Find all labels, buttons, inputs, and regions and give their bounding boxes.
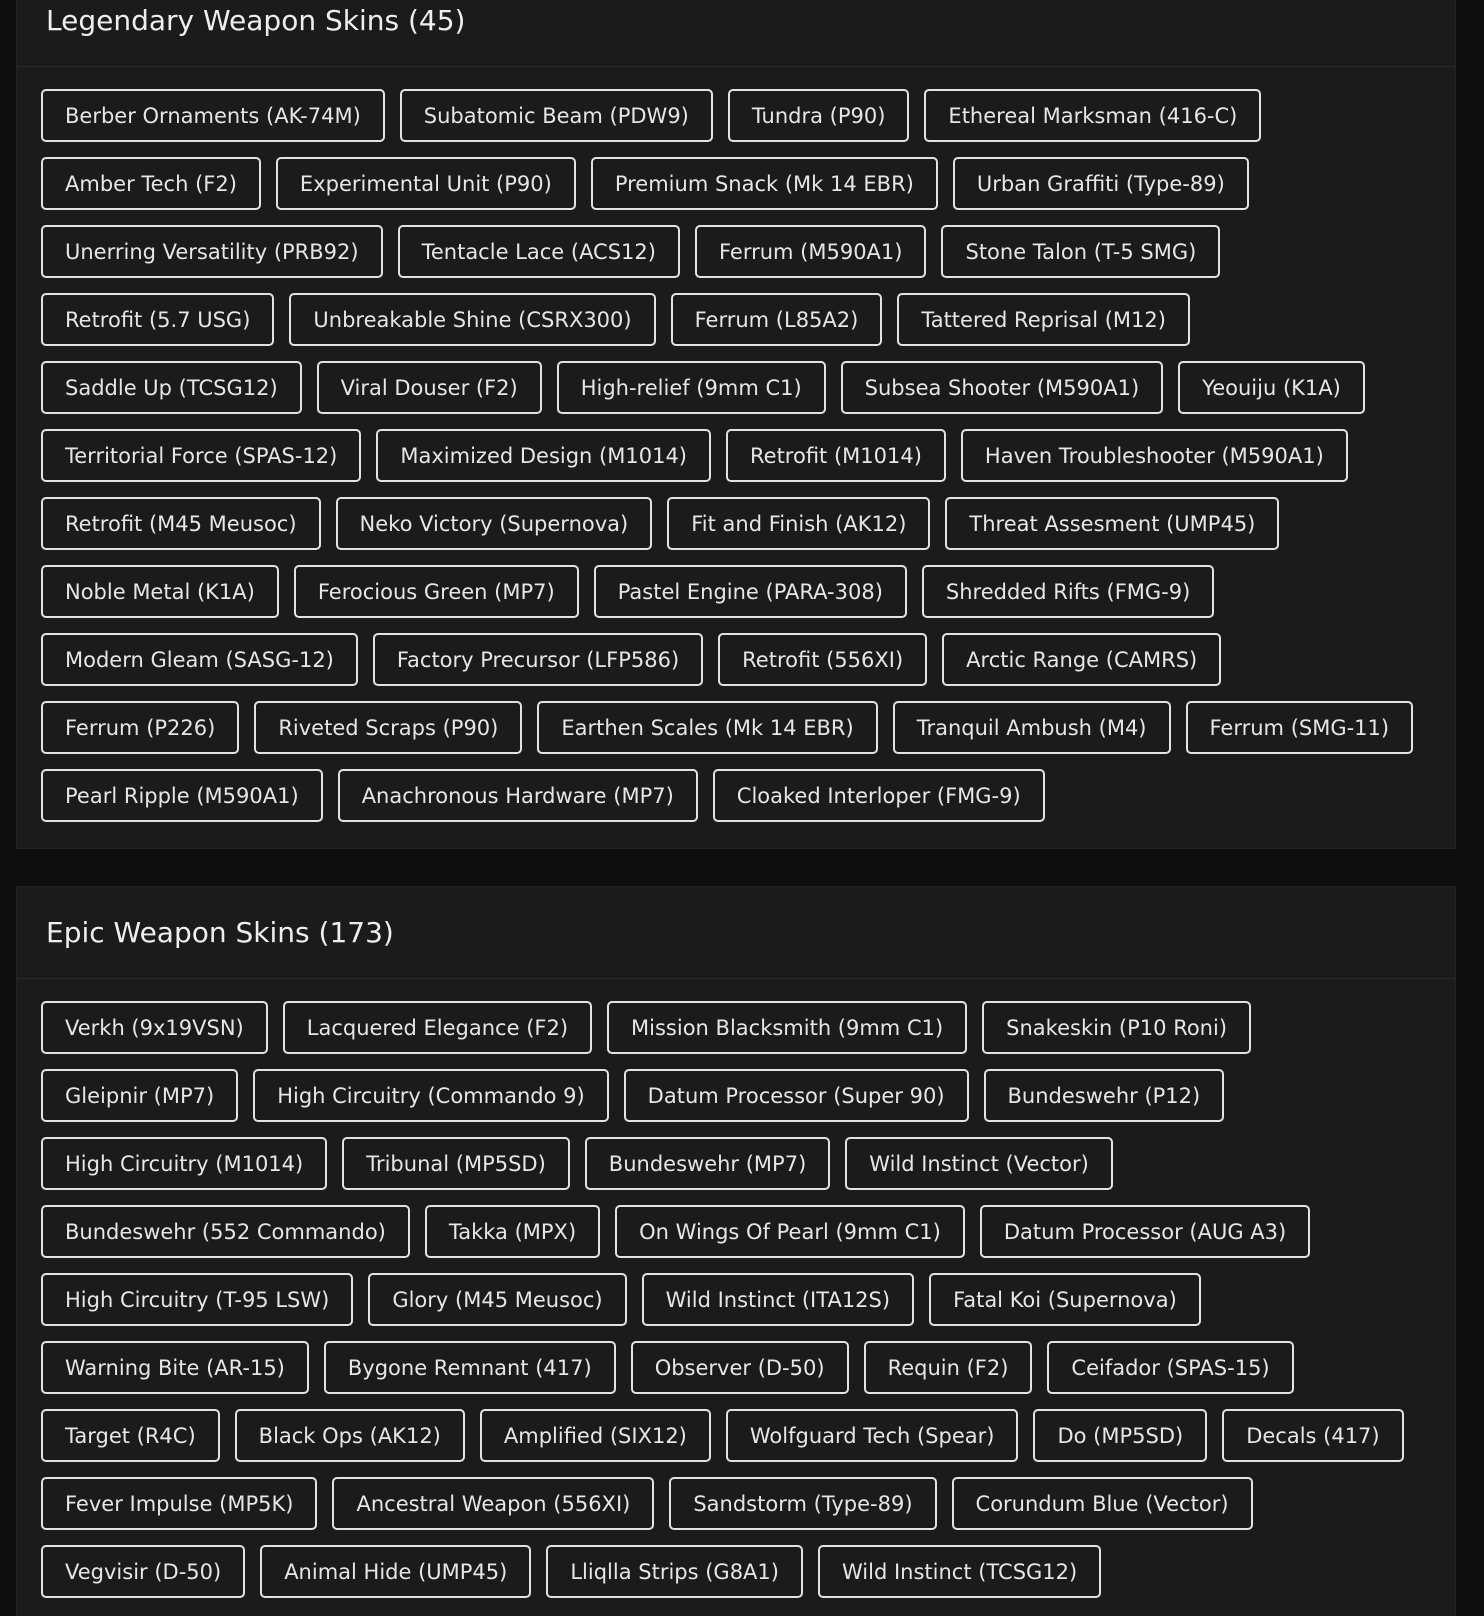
skin-chip[interactable]: Amber Tech (F2) xyxy=(41,157,261,210)
skin-chip[interactable]: Pearl Ripple (M590A1) xyxy=(41,769,323,822)
skin-chip[interactable]: High Circuitry (T-95 LSW) xyxy=(41,1273,353,1326)
skin-chip[interactable]: Cloaked Interloper (FMG-9) xyxy=(713,769,1045,822)
skin-chip[interactable]: Unerring Versatility (PRB92) xyxy=(41,225,383,278)
skin-chip[interactable]: Fever Impulse (MP5K) xyxy=(41,1477,317,1530)
skin-chip[interactable]: Riveted Scraps (P90) xyxy=(254,701,522,754)
skin-chip[interactable]: Neko Victory (Supernova) xyxy=(336,497,653,550)
skin-chip[interactable]: Subatomic Beam (PDW9) xyxy=(400,89,713,142)
skin-chip[interactable]: Bygone Remnant (417) xyxy=(324,1341,616,1394)
skin-chip[interactable]: Fit and Finish (AK12) xyxy=(667,497,930,550)
skin-chip[interactable]: Bundeswehr (P12) xyxy=(984,1069,1225,1122)
skin-chip[interactable]: Ferocious Green (MP7) xyxy=(294,565,579,618)
skin-chip[interactable]: Fatal Koi (Supernova) xyxy=(929,1273,1201,1326)
skin-chip[interactable]: Observer (D-50) xyxy=(631,1341,849,1394)
skin-chip[interactable]: Wolfguard Tech (Spear) xyxy=(726,1409,1019,1462)
skin-chip[interactable]: Threat Assesment (UMP45) xyxy=(945,497,1279,550)
skin-chip[interactable]: Datum Processor (Super 90) xyxy=(624,1069,969,1122)
skin-chip[interactable]: Urban Graffiti (Type-89) xyxy=(953,157,1249,210)
skin-chip[interactable]: Ferrum (P226) xyxy=(41,701,239,754)
skin-chip[interactable]: Anachronous Hardware (MP7) xyxy=(338,769,698,822)
legendary-skins-section xyxy=(16,0,1456,849)
skin-chip[interactable]: Haven Troubleshooter (M590A1) xyxy=(961,429,1348,482)
skin-chip[interactable]: Unbreakable Shine (CSRX300) xyxy=(289,293,655,346)
skin-chip[interactable]: Animal Hide (UMP45) xyxy=(260,1545,531,1598)
skin-chip[interactable]: Lacquered Elegance (F2) xyxy=(283,1001,592,1054)
skin-chip[interactable]: Wild Instinct (TCSG12) xyxy=(818,1545,1101,1598)
legendary-section-title: Legendary Weapon Skins (45) xyxy=(46,4,466,37)
skin-chip[interactable]: Pastel Engine (PARA-308) xyxy=(594,565,907,618)
epic-skins-section xyxy=(16,886,1456,1616)
skin-chip[interactable]: Maximized Design (M1014) xyxy=(376,429,711,482)
skin-chip[interactable]: Vegvisir (D-50) xyxy=(41,1545,245,1598)
epic-skin-list xyxy=(17,979,1455,1616)
skin-chip[interactable]: Earthen Scales (Mk 14 EBR) xyxy=(537,701,877,754)
skin-chip[interactable]: Verkh (9x19VSN) xyxy=(41,1001,268,1054)
skin-chip[interactable]: Warning Bite (AR-15) xyxy=(41,1341,309,1394)
skin-chip[interactable]: Do (MP5SD) xyxy=(1033,1409,1207,1462)
skin-chip[interactable]: Wild Instinct (Vector) xyxy=(845,1137,1113,1190)
skin-chip[interactable]: Tribunal (MP5SD) xyxy=(342,1137,570,1190)
epic-section-title: Epic Weapon Skins (173) xyxy=(46,916,394,949)
skin-chip[interactable]: Amplified (SIX12) xyxy=(480,1409,711,1462)
skin-chip[interactable]: Retrofit (M45 Meusoc) xyxy=(41,497,321,550)
skin-chip[interactable]: Ceifador (SPAS-15) xyxy=(1047,1341,1293,1394)
skin-chip[interactable]: Tentacle Lace (ACS12) xyxy=(398,225,680,278)
skin-chip[interactable]: Snakeskin (P10 Roni) xyxy=(982,1001,1251,1054)
skin-chip[interactable]: Modern Gleam (SASG-12) xyxy=(41,633,358,686)
skin-chip[interactable]: Ferrum (SMG-11) xyxy=(1186,701,1414,754)
skin-chip[interactable]: Corundum Blue (Vector) xyxy=(952,1477,1253,1530)
skin-chip[interactable]: Factory Precursor (LFP586) xyxy=(373,633,703,686)
skin-chip[interactable]: On Wings Of Pearl (9mm C1) xyxy=(615,1205,965,1258)
skin-chip[interactable]: Decals (417) xyxy=(1222,1409,1403,1462)
skin-chip[interactable]: Gleipnir (MP7) xyxy=(41,1069,238,1122)
skin-chip[interactable]: Shredded Rifts (FMG-9) xyxy=(922,565,1214,618)
skin-chip[interactable]: Territorial Force (SPAS-12) xyxy=(41,429,361,482)
skin-chip[interactable]: Lliqlla Strips (G8A1) xyxy=(546,1545,803,1598)
skin-chip[interactable]: Saddle Up (TCSG12) xyxy=(41,361,302,414)
skin-chip[interactable]: High Circuitry (M1014) xyxy=(41,1137,327,1190)
skin-chip[interactable]: Ancestral Weapon (556XI) xyxy=(332,1477,654,1530)
epic-section-header xyxy=(17,887,1455,979)
skin-chip[interactable]: Target (R4C) xyxy=(41,1409,220,1462)
skin-chip[interactable]: Ferrum (L85A2) xyxy=(671,293,883,346)
skin-chip[interactable]: High Circuitry (Commando 9) xyxy=(253,1069,608,1122)
skin-chip[interactable]: Retrofit (M1014) xyxy=(726,429,946,482)
skin-chip[interactable]: Berber Ornaments (AK-74M) xyxy=(41,89,385,142)
skin-chip[interactable]: Black Ops (AK12) xyxy=(235,1409,465,1462)
skin-chip[interactable]: Stone Talon (T-5 SMG) xyxy=(941,225,1220,278)
skin-chip[interactable]: Bundeswehr (552 Commando) xyxy=(41,1205,410,1258)
skin-chip[interactable]: Yeouiju (K1A) xyxy=(1178,361,1365,414)
skin-chip[interactable]: Retrofit (5.7 USG) xyxy=(41,293,274,346)
legendary-skin-list xyxy=(17,67,1455,844)
skin-chip[interactable]: Ferrum (M590A1) xyxy=(695,225,927,278)
skin-chip[interactable]: Premium Snack (Mk 14 EBR) xyxy=(591,157,938,210)
legendary-section-header xyxy=(17,0,1455,67)
skin-chip[interactable]: Requin (F2) xyxy=(864,1341,1033,1394)
skin-chip[interactable]: Tattered Reprisal (M12) xyxy=(897,293,1190,346)
skin-chip[interactable]: Noble Metal (K1A) xyxy=(41,565,279,618)
skin-chip[interactable]: Tundra (P90) xyxy=(728,89,910,142)
skin-chip[interactable]: Ethereal Marksman (416-C) xyxy=(924,89,1261,142)
skin-chip[interactable]: Experimental Unit (P90) xyxy=(276,157,576,210)
skin-chip[interactable]: Wild Instinct (ITA12S) xyxy=(642,1273,914,1326)
skin-chip[interactable]: Takka (MPX) xyxy=(425,1205,600,1258)
skin-chip[interactable]: Retrofit (556XI) xyxy=(718,633,927,686)
skin-chip[interactable]: Mission Blacksmith (9mm C1) xyxy=(607,1001,967,1054)
skin-chip[interactable]: High-relief (9mm C1) xyxy=(557,361,826,414)
skin-chip[interactable]: Sandstorm (Type-89) xyxy=(669,1477,936,1530)
skin-chip[interactable]: Datum Processor (AUG A3) xyxy=(980,1205,1310,1258)
skin-chip[interactable]: Viral Douser (F2) xyxy=(317,361,542,414)
skin-chip[interactable]: Subsea Shooter (M590A1) xyxy=(841,361,1164,414)
skin-chip[interactable]: Bundeswehr (MP7) xyxy=(585,1137,830,1190)
skin-chip[interactable]: Arctic Range (CAMRS) xyxy=(942,633,1221,686)
skin-chip[interactable]: Glory (M45 Meusoc) xyxy=(368,1273,626,1326)
skin-chip[interactable]: Tranquil Ambush (M4) xyxy=(893,701,1171,754)
